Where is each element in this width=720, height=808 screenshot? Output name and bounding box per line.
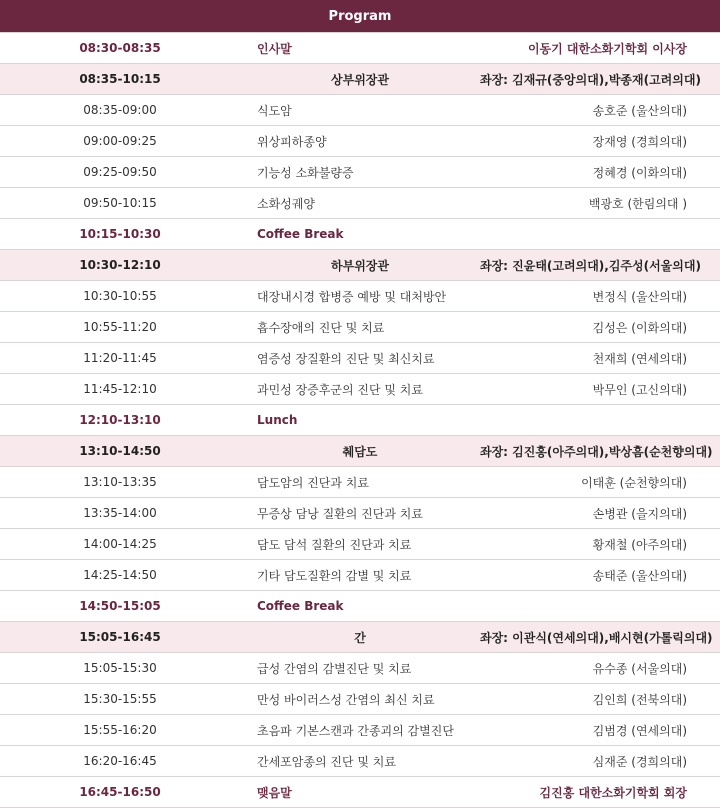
session-row [0, 684, 720, 715]
session-time: 14:50-15:05 [0, 591, 240, 622]
session-speaker: 유수종 (서울의대) [480, 653, 720, 684]
session-speaker: 백광호 (한림의대 ) [480, 188, 720, 219]
session-topic: Coffee Break [240, 591, 480, 622]
session-row [0, 343, 720, 374]
program-title: Program [0, 0, 720, 33]
session-topic: 대장내시경 합병증 예방 및 대처방안 [240, 281, 480, 312]
session-time: 12:10-13:10 [0, 405, 240, 436]
session-row [0, 374, 720, 405]
session-time: 14:25-14:50 [0, 560, 240, 591]
session-topic: 간세포암종의 진단 및 치료 [240, 746, 480, 777]
session-time: 14:00-14:25 [0, 529, 240, 560]
session-topic: 간 [240, 622, 480, 653]
session-time: 13:10-13:35 [0, 467, 240, 498]
session-time: 11:20-11:45 [0, 343, 240, 374]
session-row [0, 560, 720, 591]
session-row [0, 312, 720, 343]
session-speaker [480, 405, 720, 436]
session-topic: 담도 담석 질환의 진단과 치료 [240, 529, 480, 560]
session-time: 13:10-14:50 [0, 436, 240, 467]
section-row [0, 64, 720, 95]
session-topic: 염증성 장질환의 진단 및 최신치료 [240, 343, 480, 374]
session-time: 08:30-08:35 [0, 33, 240, 64]
highlight-row [0, 219, 720, 250]
session-time: 10:30-10:55 [0, 281, 240, 312]
session-topic: 과민성 장증후군의 진단 및 치료 [240, 374, 480, 405]
session-time: 09:50-10:15 [0, 188, 240, 219]
session-speaker: 이태훈 (순천향의대) [480, 467, 720, 498]
highlight-row [0, 777, 720, 808]
session-speaker: 김진홍 대한소화기학회 회장 [480, 777, 720, 808]
session-speaker: 변정식 (울산의대) [480, 281, 720, 312]
section-row [0, 250, 720, 281]
highlight-row [0, 33, 720, 64]
session-time: 09:25-09:50 [0, 157, 240, 188]
session-speaker: 좌장: 이관식(연세의대),배시현(가톨릭의대) [480, 622, 720, 653]
session-row [0, 157, 720, 188]
session-time: 09:00-09:25 [0, 126, 240, 157]
session-speaker: 천재희 (연세의대) [480, 343, 720, 374]
session-speaker: 송호준 (울산의대) [480, 95, 720, 126]
session-row [0, 126, 720, 157]
session-speaker: 좌장: 진윤태(고려의대),김주성(서울의대) [480, 250, 720, 281]
session-topic: 기능성 소화불량증 [240, 157, 480, 188]
session-time: 08:35-09:00 [0, 95, 240, 126]
session-speaker: 황재철 (아주의대) [480, 529, 720, 560]
session-speaker: 장재영 (경희의대) [480, 126, 720, 157]
highlight-row [0, 591, 720, 622]
session-time: 08:35-10:15 [0, 64, 240, 95]
program-header-row [0, 0, 720, 33]
session-row [0, 529, 720, 560]
session-speaker [480, 219, 720, 250]
session-row [0, 467, 720, 498]
session-topic: Coffee Break [240, 219, 480, 250]
session-topic: 식도암 [240, 95, 480, 126]
session-row [0, 746, 720, 777]
session-time: 11:45-12:10 [0, 374, 240, 405]
session-time: 15:55-16:20 [0, 715, 240, 746]
session-topic: 상부위장관 [240, 64, 480, 95]
session-time: 10:30-12:10 [0, 250, 240, 281]
session-time: 13:35-14:00 [0, 498, 240, 529]
session-topic: Lunch [240, 405, 480, 436]
session-speaker: 심재준 (경희의대) [480, 746, 720, 777]
session-speaker: 좌장: 김재규(중앙의대),박종재(고려의대) [480, 64, 720, 95]
highlight-row [0, 405, 720, 436]
session-row [0, 715, 720, 746]
session-time: 16:20-16:45 [0, 746, 240, 777]
session-row [0, 188, 720, 219]
session-topic: 인사말 [240, 33, 480, 64]
session-row [0, 95, 720, 126]
session-speaker: 김범경 (연세의대) [480, 715, 720, 746]
session-speaker: 박무인 (고신의대) [480, 374, 720, 405]
session-topic: 급성 간염의 감별진단 및 치료 [240, 653, 480, 684]
session-topic: 위상피하종양 [240, 126, 480, 157]
session-speaker: 송태준 (울산의대) [480, 560, 720, 591]
session-speaker: 김성은 (이화의대) [480, 312, 720, 343]
session-topic: 무증상 담낭 질환의 진단과 치료 [240, 498, 480, 529]
session-row [0, 653, 720, 684]
session-speaker: 김인희 (전북의대) [480, 684, 720, 715]
session-time: 15:30-15:55 [0, 684, 240, 715]
session-time: 15:05-16:45 [0, 622, 240, 653]
session-topic: 맺음말 [240, 777, 480, 808]
session-time: 16:45-16:50 [0, 777, 240, 808]
session-time: 15:05-15:30 [0, 653, 240, 684]
session-speaker [480, 591, 720, 622]
session-time: 10:15-10:30 [0, 219, 240, 250]
session-row [0, 498, 720, 529]
session-time: 10:55-11:20 [0, 312, 240, 343]
section-row [0, 436, 720, 467]
session-speaker: 정혜경 (이화의대) [480, 157, 720, 188]
section-row [0, 622, 720, 653]
session-topic: 기타 담도질환의 감별 및 치료 [240, 560, 480, 591]
session-speaker: 좌장: 김진홍(아주의대),박상흠(순천향의대) [480, 436, 720, 467]
session-topic: 흡수장애의 진단 및 치료 [240, 312, 480, 343]
session-topic: 만성 바이러스성 간염의 최신 치료 [240, 684, 480, 715]
session-speaker: 이동기 대한소화기학회 이사장 [480, 33, 720, 64]
session-topic: 초음파 기본스캔과 간종괴의 감별진단 [240, 715, 480, 746]
session-topic: 췌담도 [240, 436, 480, 467]
session-speaker: 손병관 (을지의대) [480, 498, 720, 529]
session-topic: 소화성궤양 [240, 188, 480, 219]
session-row [0, 281, 720, 312]
session-topic: 하부위장관 [240, 250, 480, 281]
session-topic: 담도암의 진단과 치료 [240, 467, 480, 498]
